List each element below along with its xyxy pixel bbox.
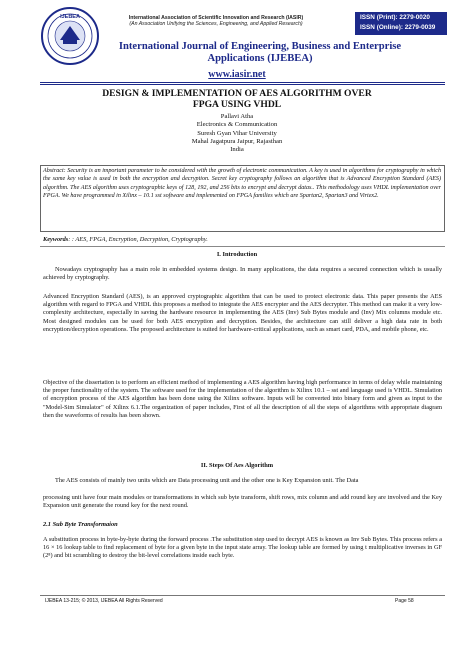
keywords bbox=[43, 236, 441, 244]
header-divider-2 bbox=[40, 84, 445, 85]
issn-box bbox=[355, 12, 447, 35]
journal-title bbox=[92, 41, 428, 65]
author-name: Pallavi Atha bbox=[220, 113, 254, 120]
header-divider bbox=[40, 82, 445, 83]
affiliation-country: India bbox=[230, 146, 244, 154]
journal-title-line2: Applications (IJEBEA) bbox=[207, 53, 313, 64]
subsection-heading-sub-byte: 2.1 Sub Byte Transformaion bbox=[43, 521, 118, 528]
section-heading-steps: II. Steps Of Aes Algorithm bbox=[200, 462, 274, 469]
author-block bbox=[0, 113, 474, 154]
paragraph-steps-1a: The AES consists of mainly two units which are Data processing unit and the other one is Key Expansion unit. The Data bbox=[55, 477, 359, 484]
paragraph-steps-1b: processing unit have four main modules or transformations in which sub byte transform, shift rows, mix column and add round key are involved and the Key Expansion unit generate the round key for the next round. bbox=[43, 494, 442, 510]
journal-url[interactable]: www.iasir.net bbox=[208, 69, 266, 80]
paper-title-line2: FPGA USING VHDL bbox=[192, 99, 282, 110]
affiliation-address: Mahal Jagatpura Jaipur, Rajasthan bbox=[191, 137, 283, 145]
affiliation-dept: Electronics & Communication bbox=[196, 121, 278, 129]
association-tagline: (An Association Unifying the Sciences, Engineering, and Applied Research) bbox=[129, 21, 303, 28]
journal-logo bbox=[40, 6, 100, 66]
abstract bbox=[43, 167, 441, 200]
abstract-label: Abstract: bbox=[43, 168, 66, 174]
footer-divider bbox=[40, 595, 445, 596]
issn-print: ISSN (Print): 2279-0020 bbox=[360, 14, 430, 21]
keywords-label: Keywords bbox=[43, 236, 69, 243]
issn-online: ISSN (Online): 2279-0039 bbox=[360, 24, 436, 31]
logo-text: IJEBEA bbox=[60, 14, 80, 20]
paper-title bbox=[60, 88, 414, 110]
paragraph-intro-3: Objective of the dissertation is to perform an efficient method of implementing a AES algorithm having high performance in terms of delay while maintaining the proper functionality of the system. The software used for the implementation of the algorithm is Xilinx 10.1 – sst and language used is VHDL. Simulation of encryption process of the AES algorithm has been done using the Xilinx software. Inputs will be converted into binary form and given as input to the "Model-Sim Simulator" of Xilinx 6.1.The organization of paper includes, First of all the description of all the steps of algorithms with appropriate diagram then the waveforms of results has been shown. bbox=[43, 379, 442, 419]
page-number: Page 58 bbox=[395, 598, 414, 604]
paragraph-intro-1: Nowadays cryptography has a main role in embedded systems design. In many applications, the data requires a secured connection which is usually achieved by cryptography. bbox=[43, 266, 442, 282]
paper-title-line1: DESIGN & IMPLEMENTATION OF AES ALGORITHM OVER bbox=[102, 88, 372, 99]
abstract-text: Security is an important parameter to be considered with the growth of electronic communication. A key is used in algorithms for cryptography in which the same key value is used in both the encryption and decryption. Secret key cryptography follows an algorithm that is Advanced Encryption Standard (AES) algorithm. The AES algorithm uses cryptographic keys of 128, 192, and 256 bits to encrypt and decrypt datas.. This methodology uses VHDL implementation over FPGA. We have programmed in Xilinx – 10.1 sst software and implemented on FPGA families which are Spartan2, Spartan3 and Virtex2. bbox=[43, 168, 441, 199]
paragraph-intro-2: Advanced Encryption Standard (AES), is an approved cryptographic algorithm that can be used to protect electronic data. This paper presents the AES algorithm with regard to FPGA and VHDL this proposes a method to integrate the AES encrypter and the AES decrypter. This method can make it a very low-complexity architecture, especially in saving the hardware resource in implementing the AES (Inv) Sub Bytes module and (Inv) Mix columns module etc. Most designed modules can be used for both AES encryption and decryption. Besides, the architecture can still deliver a high data rate in both encryption/decryption operations. The proposed architecture is suited for hardware-critical applications, such as smart card, PDA, and mobile phone, etc. bbox=[43, 293, 442, 333]
journal-title-line1: International Journal of Engineering, Business and Enterprise bbox=[118, 41, 402, 52]
section-heading-introduction: I. Introduction bbox=[216, 251, 258, 258]
affiliation-university: Suresh Gyan Vihar University bbox=[197, 129, 277, 137]
keywords-divider bbox=[40, 246, 445, 247]
keywords-text: : : AES, FPGA, Encryption, Decryption, Cryptography. bbox=[68, 236, 208, 243]
paragraph-sub-byte: A substitution process in byte-by-byte during the forward process .The substitution step used to decrypt AES is known as Inv Sub Bytes. This process refers a 16 × 16 lookup table to find replacement of byte for a given byte in the input state array. The lookup table are formed by using t multiplicative inverses in GF (2⁸) and bit scrambling to destroy the bit-level correlations inside each byte. bbox=[43, 536, 442, 560]
association-name: International Association of Scientific Innovation and Research (IASIR) bbox=[128, 15, 304, 21]
association-block bbox=[112, 15, 320, 28]
footer-copyright: IJEBEA 13-215; © 2013, IJEBEA All Rights Reserved bbox=[45, 598, 163, 604]
